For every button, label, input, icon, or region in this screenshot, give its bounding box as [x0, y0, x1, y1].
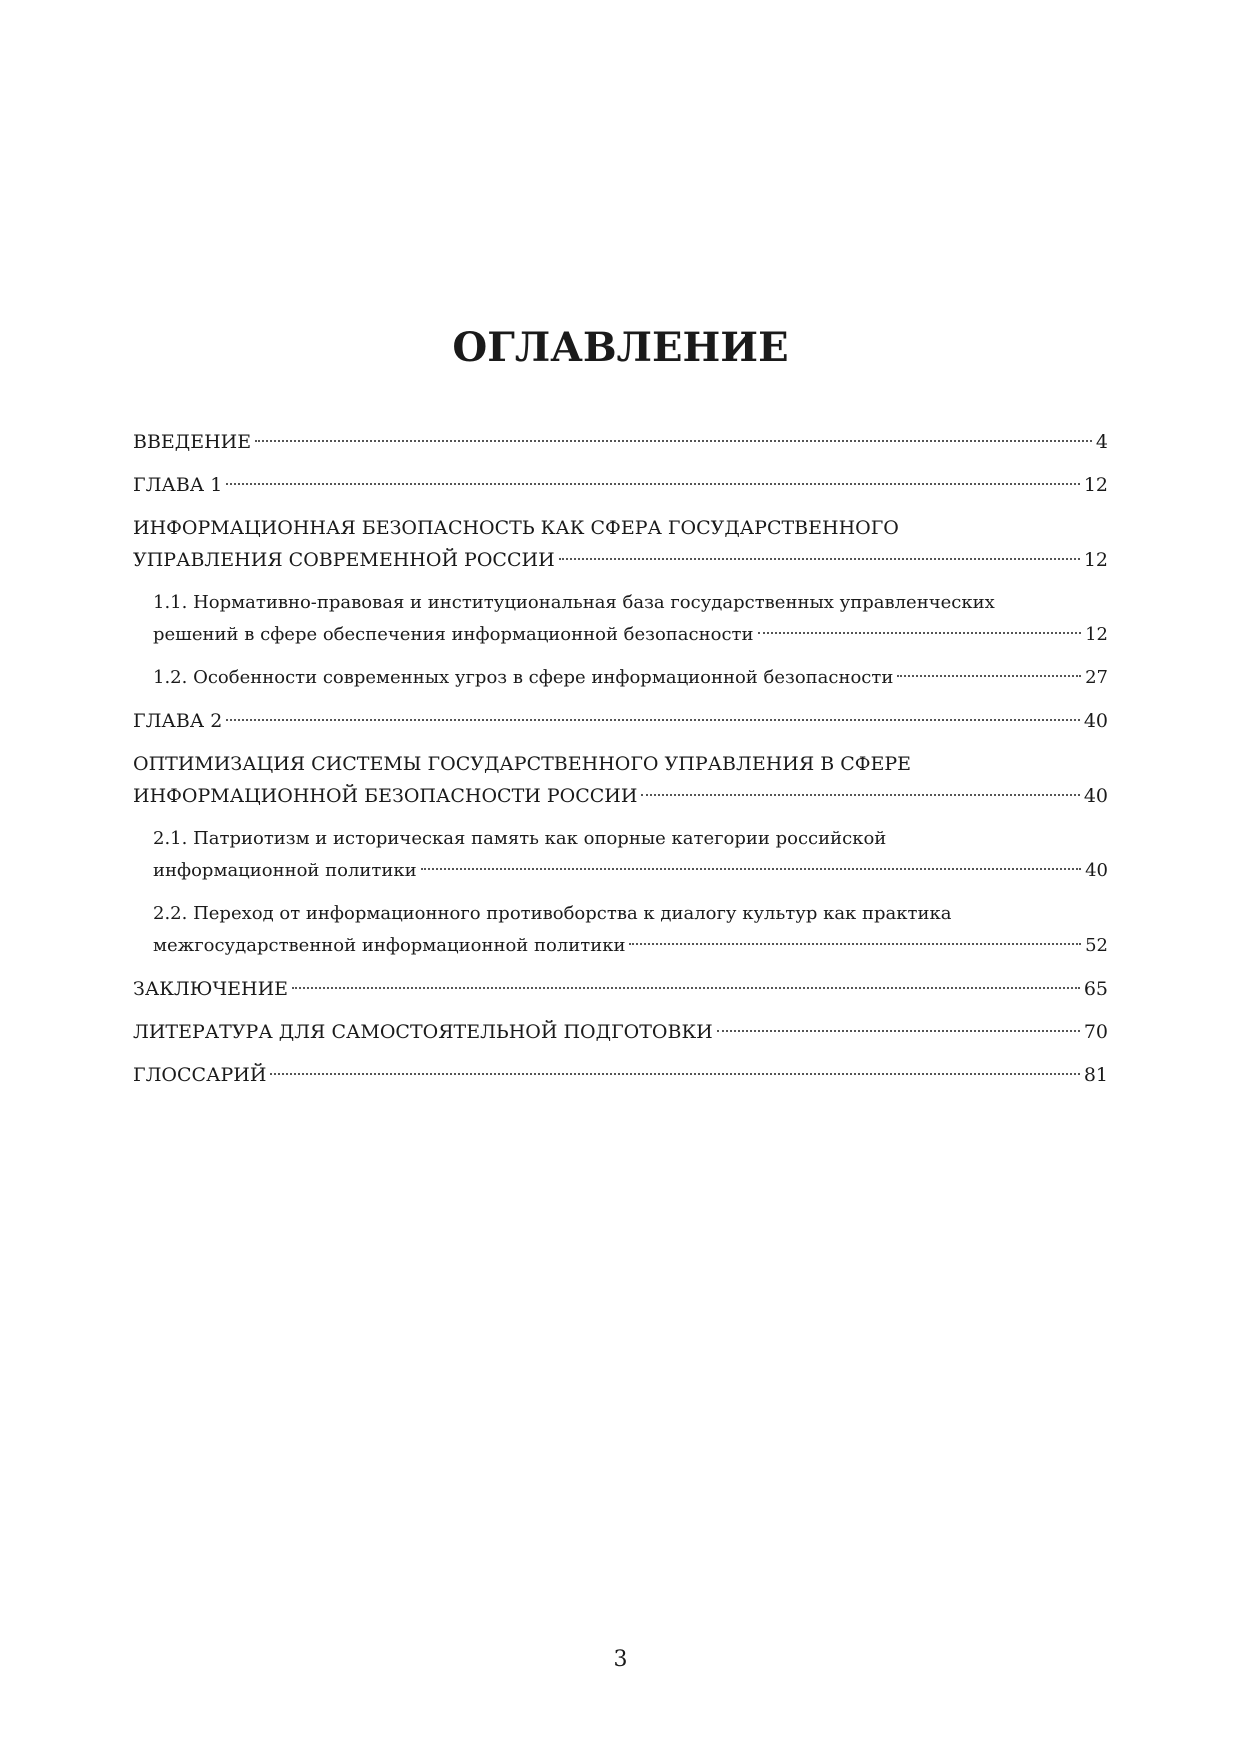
toc-page-number: 65: [1083, 978, 1108, 1000]
toc-entry-chapter-2-title[interactable]: [133, 748, 1108, 812]
toc-entry-line: [133, 1059, 1108, 1091]
toc-page-number: 81: [1083, 1064, 1108, 1086]
toc-entry-title-continued: УПРАВЛЕНИЯ СОВРЕМЕННОЙ РОССИИ: [133, 549, 555, 571]
toc-entry-title: ГЛОССАРИЙ: [133, 1064, 267, 1086]
toc-entry-line: [133, 780, 1108, 812]
toc-entry-title: 1.1. Нормативно-правовая и институциональная база государственных управленческих: [153, 592, 995, 613]
toc-entry-line: [153, 662, 1108, 694]
toc-page-number: 12: [1083, 474, 1108, 496]
toc-entry-title-continued: ИНФОРМАЦИОННОЙ БЕЗОПАСНОСТИ РОССИИ: [133, 785, 638, 807]
toc-entry-conclusion[interactable]: [133, 973, 1108, 1005]
toc-entry-introduction[interactable]: [133, 426, 1108, 458]
toc-page-number: 4: [1095, 431, 1108, 453]
toc-entry-title: ГЛАВА 2: [133, 710, 223, 732]
toc-entry-line: [153, 855, 1108, 887]
dot-leader: [292, 987, 1080, 989]
toc-entry-title: ВВЕДЕНИЕ: [133, 431, 252, 453]
toc-entry-line: [133, 1016, 1108, 1048]
dot-leader: [226, 483, 1080, 485]
toc-entry-title: ИНФОРМАЦИОННАЯ БЕЗОПАСНОСТЬ КАК СФЕРА ГОСУДАРСТВЕННОГО: [133, 517, 899, 539]
toc-entry-line: [153, 619, 1108, 651]
toc-entry-title-continued: межгосударственной информационной политики: [153, 935, 626, 956]
toc-page-number: 40: [1083, 785, 1108, 807]
toc-page-number: 27: [1085, 667, 1108, 688]
toc-entry-line: [133, 705, 1108, 737]
toc-entry-line: [133, 469, 1108, 501]
toc-entry-title: ОПТИМИЗАЦИЯ СИСТЕМЫ ГОСУДАРСТВЕННОГО УПРАВЛЕНИЯ В СФЕРЕ: [133, 753, 912, 775]
page-title: ОГЛАВЛЕНИЕ: [452, 324, 789, 371]
toc-entry-title: 2.2. Переход от информационного противоборства к диалогу культур как практика: [153, 903, 952, 924]
toc-page-number: 12: [1085, 624, 1108, 645]
dot-leader: [629, 943, 1081, 945]
toc-entry-title-continued: информационной политики: [153, 860, 417, 881]
toc-page-number: 52: [1085, 935, 1108, 956]
toc-page-number: 12: [1083, 549, 1108, 571]
toc-entry-title: ЗАКЛЮЧЕНИЕ: [133, 978, 289, 1000]
dot-leader: [717, 1030, 1080, 1032]
dot-leader: [897, 675, 1081, 677]
toc-entry-title: 2.1. Патриотизм и историческая память как опорные категории российской: [153, 828, 887, 849]
toc-page-number: 40: [1085, 860, 1108, 881]
toc-entry-title: ЛИТЕРАТУРА ДЛЯ САМОСТОЯТЕЛЬНОЙ ПОДГОТОВКИ: [133, 1021, 713, 1043]
toc-entry-title: ГЛАВА 1: [133, 474, 223, 496]
toc-entry-chapter-2[interactable]: [133, 705, 1108, 737]
dot-leader: [255, 440, 1092, 442]
toc-entry-title: 1.2. Особенности современных угроз в сфере информационной безопасности: [153, 667, 894, 688]
toc-entry-chapter-1[interactable]: [133, 469, 1108, 501]
toc-entry-line: [133, 973, 1108, 1005]
toc-entry-section-1-1[interactable]: [153, 587, 1108, 651]
toc-entry-chapter-1-title[interactable]: [133, 512, 1108, 576]
toc-entry-section-1-2[interactable]: [153, 662, 1108, 694]
toc-entry-section-2-2[interactable]: [153, 898, 1108, 962]
dot-leader: [758, 632, 1082, 634]
toc-entry-glossary[interactable]: [133, 1059, 1108, 1091]
toc-entry-literature[interactable]: [133, 1016, 1108, 1048]
toc-entry-title-continued: решений в сфере обеспечения информационной безопасности: [153, 624, 754, 645]
dot-leader: [270, 1073, 1079, 1075]
toc-page-number: 70: [1083, 1021, 1108, 1043]
page-number: 3: [613, 1647, 628, 1672]
dot-leader: [226, 719, 1080, 721]
toc-page-number: 40: [1083, 710, 1108, 732]
dot-leader: [559, 558, 1080, 560]
dot-leader: [641, 794, 1079, 796]
table-of-contents: [133, 426, 1108, 1102]
toc-entry-line: [133, 544, 1108, 576]
toc-entry-section-2-1[interactable]: [153, 823, 1108, 887]
toc-entry-line: [133, 426, 1108, 458]
dot-leader: [421, 868, 1081, 870]
toc-entry-line: [153, 930, 1108, 962]
